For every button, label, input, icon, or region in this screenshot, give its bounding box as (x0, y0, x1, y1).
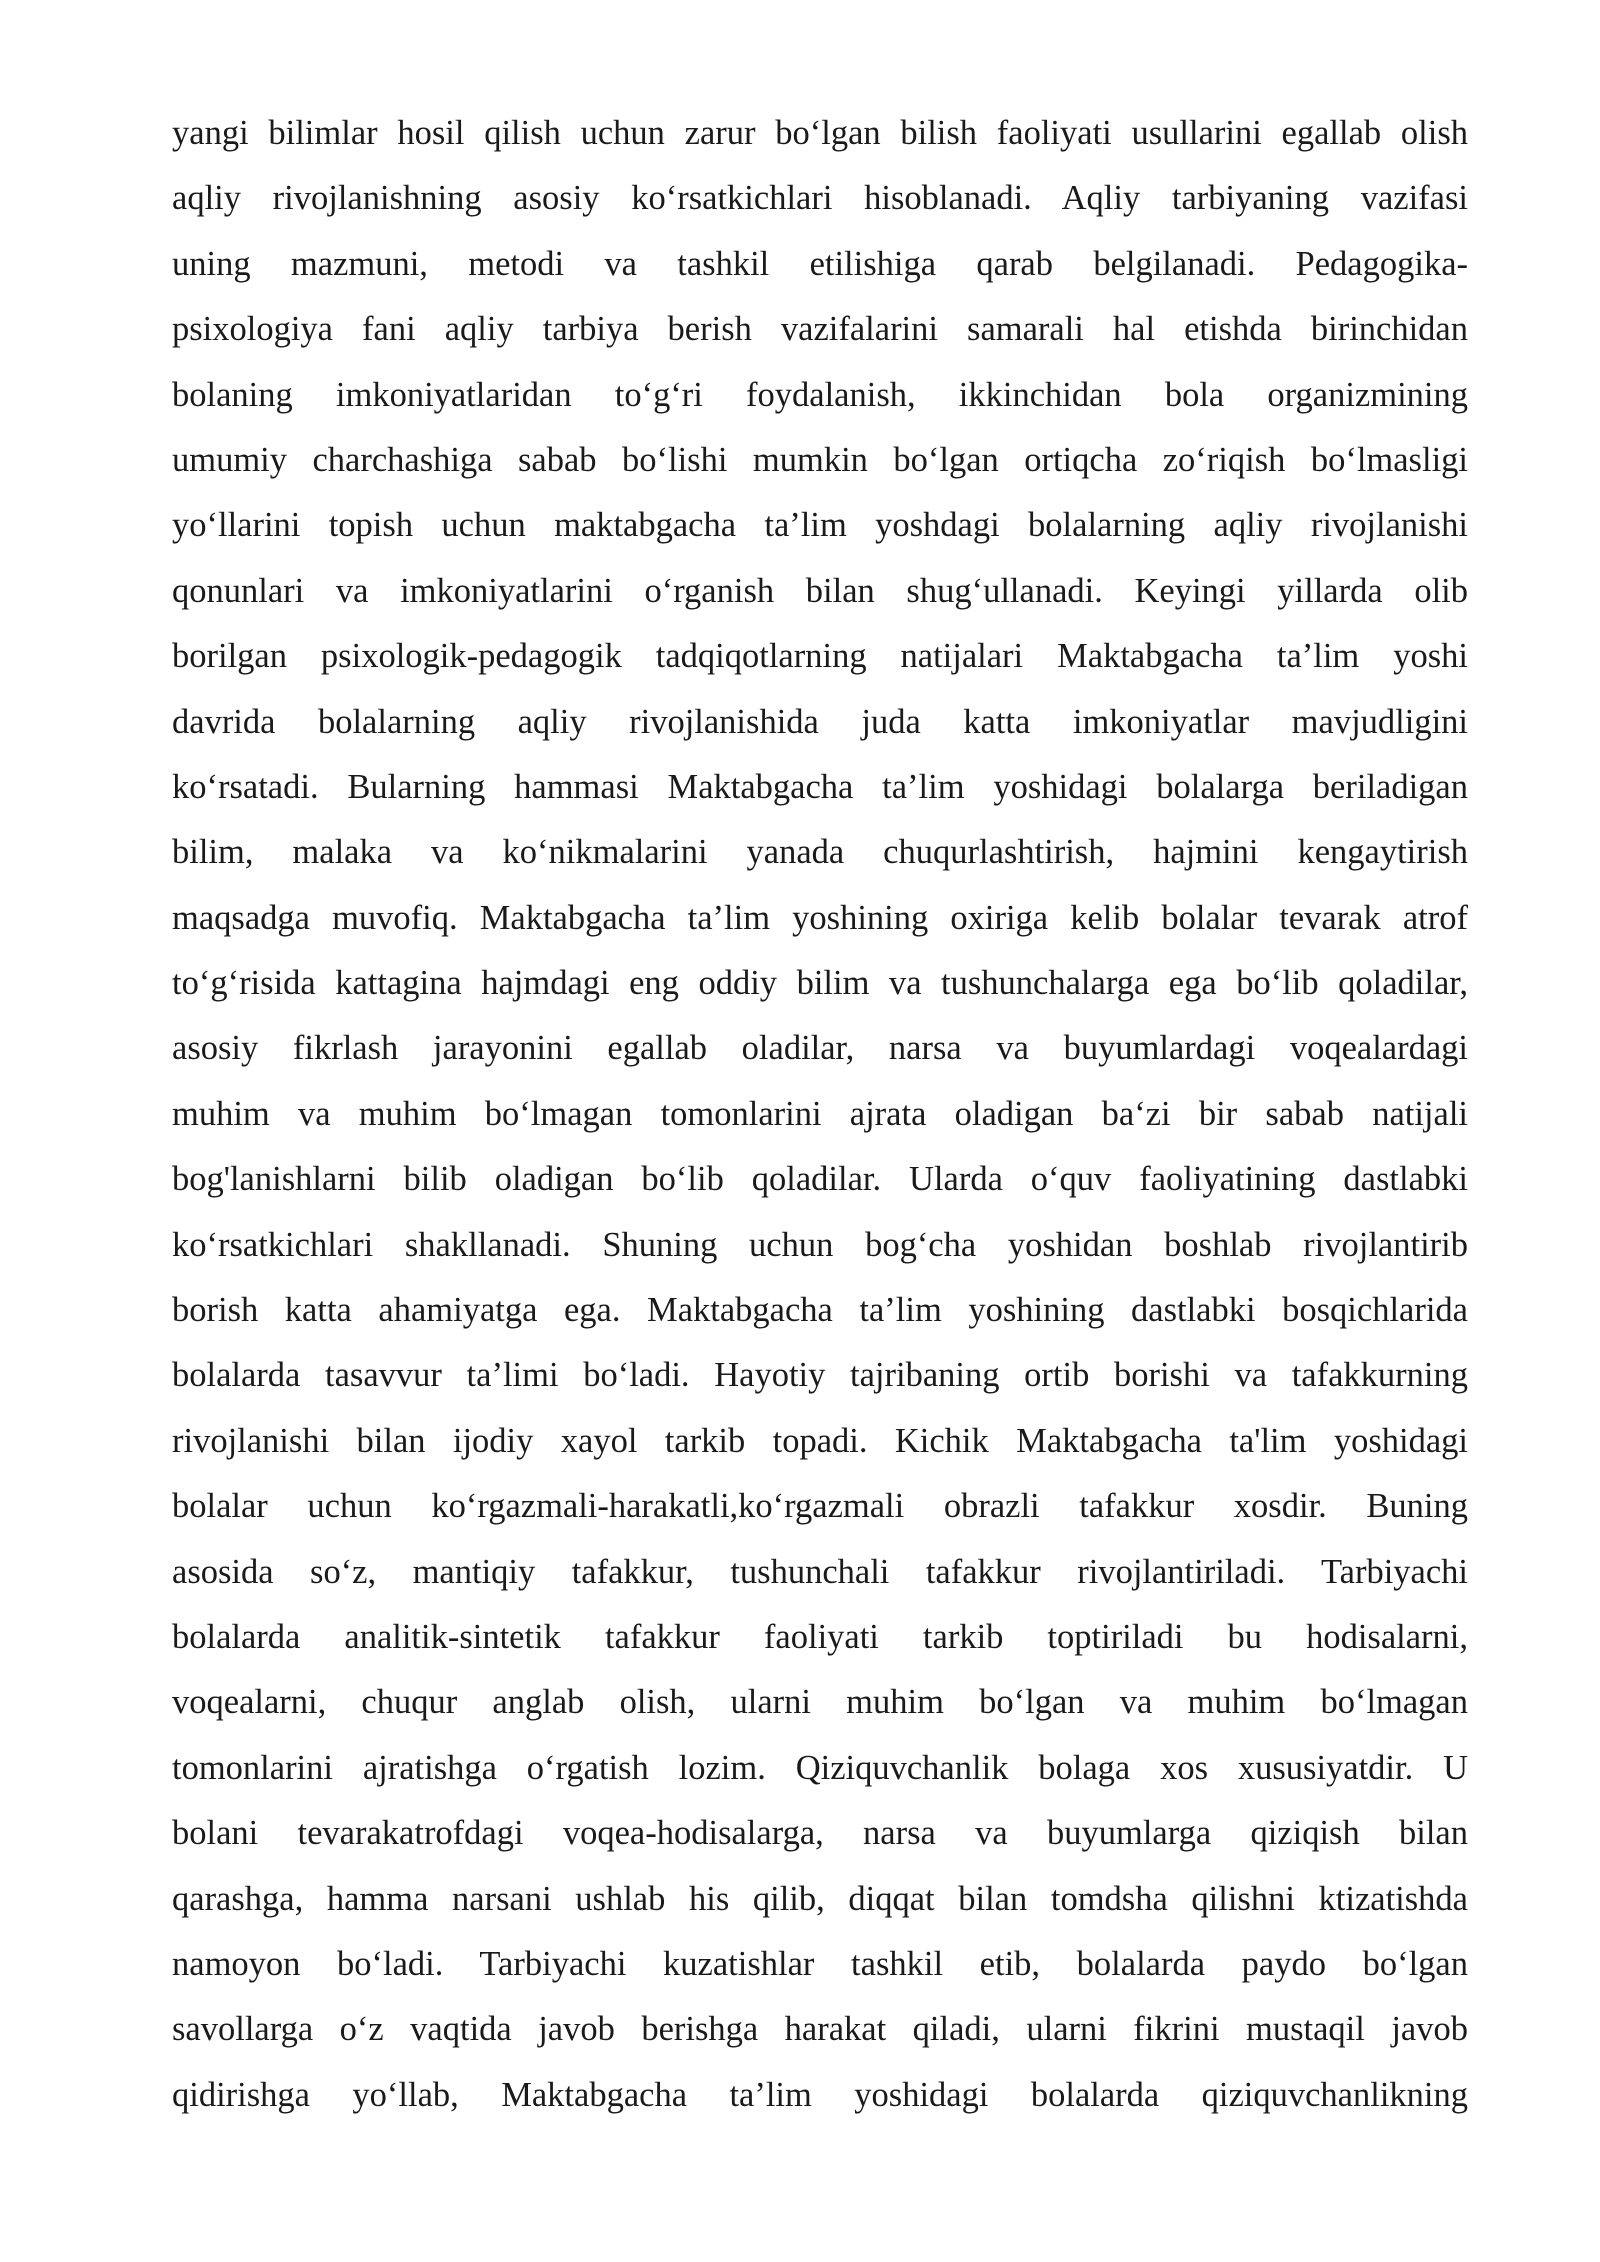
text-line: namoyon bo‘ladi. Tarbiyachi kuzatishlar tashkil etib, bolalarda paydo bo‘lgan (172, 1944, 1468, 1983)
text-line: bolalar uchun ko‘rgazmali-harakatli,ko‘rgazmali obrazli tafakkur xosdir. Buning (172, 1487, 1468, 1526)
body-text (172, 101, 1468, 2128)
text-line: voqealarni, chuqur anglab olish, ularni muhim bo‘lgan va muhim bo‘lmagan (172, 1683, 1468, 1722)
text-line: savollarga o‘z vaqtida javob berishga harakat qiladi, ularni fikrini mustaqil javob (172, 2010, 1468, 2049)
text-line: bolalarda analitik-sintetik tafakkur faoliyati tarkib toptiriladi bu hodisalarni, (172, 1617, 1468, 1656)
text-line: bolani tevarakatrofdagi voqea-hodisalarga, narsa va buyumlarga qiziqish bilan (172, 1814, 1468, 1853)
text-line: bilim, malaka va ko‘nikmalarini yanada chuqurlashtirish, hajmini kengaytirish (172, 833, 1468, 872)
text-line: uning mazmuni, metodi va tashkil etilishiga qarab belgilanadi. Pedagogika- (172, 244, 1468, 283)
text-line: yo‘llarini topish uchun maktabgacha ta’lim yoshdagi bolalarning aqliy rivojlanishi (172, 506, 1468, 545)
text-line: qarashga, hamma narsani ushlab his qilib, diqqat bilan tomdsha qilishni ktizatishda (172, 1879, 1468, 1918)
text-line: psixologiya fani aqliy tarbiya berish vazifalarini samarali hal etishda birinchidan (172, 310, 1468, 349)
text-line: borish katta ahamiyatga ega. Maktabgacha ta’lim yoshining dastlabki bosqichlarida (172, 1291, 1468, 1330)
text-line: ko‘rsatadi. Bularning hammasi Maktabgacha ta’lim yoshidagi bolalarga beriladigan (172, 767, 1468, 806)
text-line: rivojlanishi bilan ijodiy xayol tarkib topadi. Kichik Maktabgacha ta'lim yoshidagi (172, 1421, 1468, 1460)
text-line: ko‘rsatkichlari shakllanadi. Shuning uchun bog‘cha yoshidan boshlab rivojlantirib (172, 1225, 1468, 1264)
text-line: bog'lanishlarni bilib oladigan bo‘lib qoladilar. Ularda o‘quv faoliyatining dastlabki (172, 1160, 1468, 1199)
text-line: yangi bilimlar hosil qilish uchun zarur bo‘lgan bilish faoliyati usullarini egallab olish (172, 114, 1468, 152)
text-line: qidirishga yo‘llab, Maktabgacha ta’lim yoshidagi bolalarda qiziquvchanlikning (172, 2075, 1468, 2114)
text-line: maqsadga muvofiq. Maktabgacha ta’lim yoshining oxiriga kelib bolalar tevarak atrof (172, 898, 1468, 937)
text-line: asosida so‘z, mantiqiy tafakkur, tushunchali tafakkur rivojlantiriladi. Tarbiyachi (172, 1552, 1468, 1591)
text-line: to‘g‘risida kattagina hajmdagi eng oddiy bilim va tushunchalarga ega bo‘lib qoladilar, (172, 964, 1468, 1003)
text-line: bolaning imkoniyatlaridan to‘g‘ri foydalanish, ikkinchidan bola organizmining (172, 375, 1468, 414)
text-line: muhim va muhim bo‘lmagan tomonlarini ajrata oladigan ba‘zi bir sabab natijali (172, 1094, 1468, 1133)
text-line: umumiy charchashiga sabab bo‘lishi mumkin bo‘lgan ortiqcha zo‘riqish bo‘lmasligi (172, 440, 1468, 479)
text-line: asosiy fikrlash jarayonini egallab oladilar, narsa va buyumlardagi voqealardagi (172, 1029, 1468, 1068)
text-line: bolalarda tasavvur ta’limi bo‘ladi. Hayotiy tajribaning ortib borishi va tafakkurning (172, 1356, 1468, 1395)
text-line: aqliy rivojlanishning asosiy ko‘rsatkichlari hisoblanadi. Aqliy tarbiyaning vazifasi (172, 179, 1468, 218)
text-line: davrida bolalarning aqliy rivojlanishida juda katta imkoniyatlar mavjudligini (172, 702, 1468, 741)
text-line: tomonlarini ajratishga o‘rgatish lozim. Qiziquvchanlik bolaga xos xususiyatdir. U (172, 1748, 1468, 1787)
text-line: qonunlari va imkoniyatlarini o‘rganish bilan shug‘ullanadi. Keyingi yillarda olib (172, 571, 1468, 610)
text-line: borilgan psixologik-pedagogik tadqiqotlarning natijalari Maktabgacha ta’lim yoshi (172, 637, 1468, 676)
